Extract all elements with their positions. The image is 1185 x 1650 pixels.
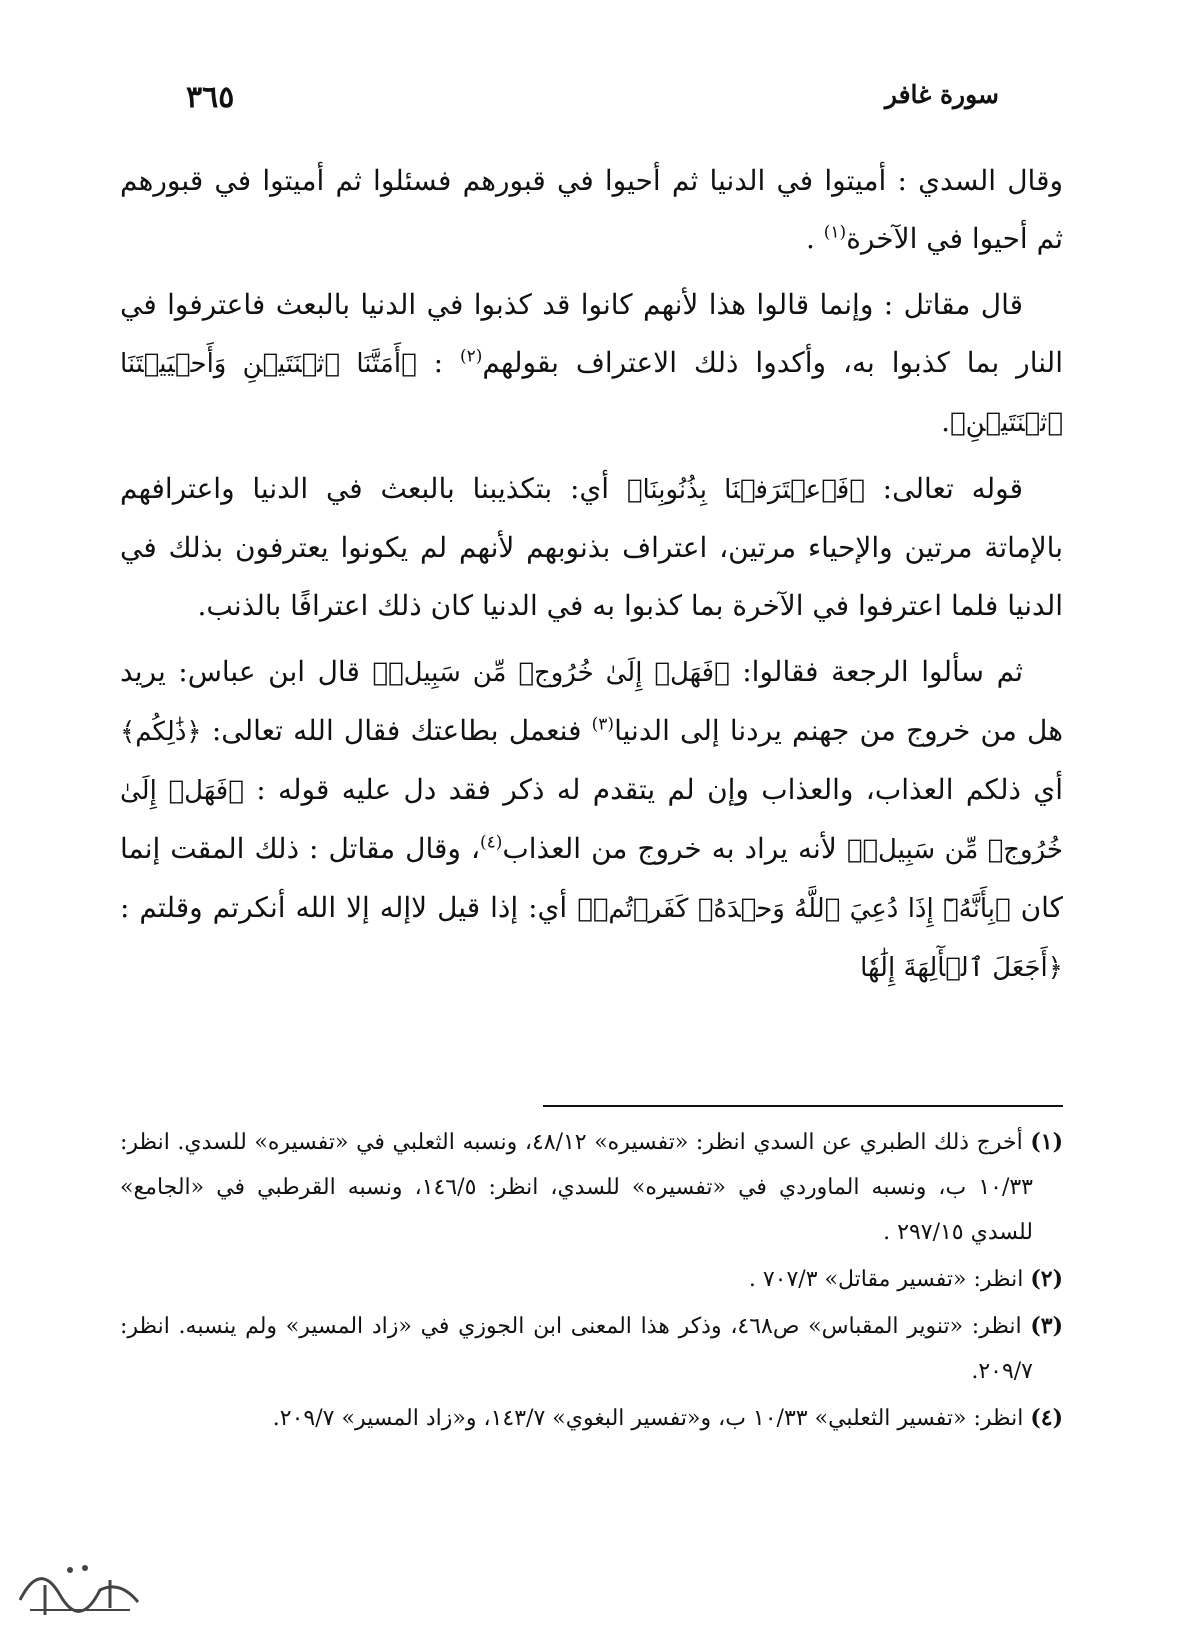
text-run: . (941, 405, 951, 438)
paragraph (120, 276, 1063, 452)
text-run: وقال السدي : أميتوا في الدنيا ثم أحيوا في قبورهم فسئلوا ثم أميتوا في قبورهم ثم أحيوا في الآخرة (120, 164, 1063, 255)
page-header (186, 80, 999, 130)
footnote-number: (٣) (1030, 1313, 1063, 1339)
footnote-number: (١) (1030, 1129, 1063, 1155)
quran-quote: ﴿أَمَتَّنَا ٱثۡنَتَيۡنِ وَأَحۡيَيۡتَنَا ٱثۡنَتَيۡنِ﴾ (120, 349, 1063, 438)
footnotes (120, 1120, 1063, 1443)
footnote-ref: (٢) (459, 346, 483, 367)
footnote (120, 1396, 1063, 1441)
text-run: أي: بتكذيبنا بالبعث في الدنيا واعترافهم بالإماتة مرتين والإحياء مرتين، اعتراف بذنوبهم لأنهم لم يكونوا يعترفون بذلك في الدنيا فلما اعترفوا في الآخرة بما كذبوا به في الدنيا كان ذلك اعترافًا بالذنب. (120, 472, 1063, 622)
text-run: ثم سألوا الرجعة فقالوا: (729, 655, 1023, 688)
footnote-text: انظر: «تنوير المقباس» ص٤٦٨، وذكر هذا المعنى ابن الجوزي في «زاد المسير» ولم ينسبه. انظر: ٢٠٩/٧. (120, 1314, 1033, 1384)
text-run: لأنه يراد به خروج من العذاب (502, 832, 847, 865)
text-run: ، وقال مقاتل : ذلك المقت إنما كان (120, 832, 1063, 924)
main-text (120, 152, 1063, 1005)
footnote-number: (٢) (1030, 1266, 1063, 1292)
footnote-text: انظر: «تفسير الثعلبي» ١٠/٣٣ ب، و«تفسير البغوي» ١٤٣/٧، و«زاد المسير» ٢٠٩/٧. (272, 1406, 1031, 1431)
footnote-number: (٤) (1030, 1405, 1063, 1431)
text-run: : (416, 346, 460, 379)
quran-quote: ﴿فَٱعۡتَرَفۡنَا بِذُنُوبِنَا﴾ (626, 475, 865, 505)
text-run: أي: إذا قيل لاإله إلا الله أنكرتم وقلتم : (120, 891, 578, 924)
quran-quote: ﴿ذَٰلِكُم﴾ (120, 717, 202, 747)
footnote-text: أخرج ذلك الطبري عن السدي انظر: «تفسيره» ٤٨/١٢، ونسبه الثعلبي في «تفسيره» للسدي. انظر: ١٠/٣٣ ب، ونسبه الماوردي في «تفسيره» للسدي، انظر: ١٤٦/٥، ونسبه القرطبي في «الجامع» للسدي ٢٩٧/١٥ . (120, 1130, 1033, 1245)
text-run: قال ابن عباس: يريد هل من خروج من جهنم يردنا إلى الدنيا (120, 655, 1064, 747)
quran-quote: ﴿بِأَنَّهُۥٓ إِذَا دُعِيَ ٱللَّهُ وَحۡدَهُۥ كَفَرۡتُمۡ﴾ (577, 894, 1011, 924)
paragraph (120, 643, 1063, 997)
text-run: أي ذلكم العذاب، والعذاب وإن لم يتقدم له ذكر فقد دل عليه قوله : (243, 773, 1063, 806)
footnote (120, 1304, 1063, 1394)
footnote (120, 1257, 1063, 1302)
text-run: فنعمل بطاعتك فقال الله تعالى: (201, 714, 592, 747)
footnote-text: انظر: «تفسير مقاتل» ٧٠٧/٣ . (748, 1267, 1031, 1292)
footnote-ref: (٤) (480, 832, 503, 853)
text-run: . (805, 222, 824, 255)
paragraph (120, 460, 1063, 635)
page-number: ٣٦٥ (186, 80, 235, 115)
quran-quote: ﴿فَهَلۡ إِلَىٰ خُرُوجٖ مِّن سَبِيلٖ﴾ (372, 658, 730, 688)
paragraph (120, 152, 1063, 268)
surah-title: سورة غافر (884, 80, 999, 109)
publisher-logo (10, 1540, 150, 1630)
text-run: قوله تعالى: (864, 472, 1023, 505)
footnote-ref: (١) (823, 222, 847, 243)
footnote-ref: (٣) (591, 714, 615, 735)
quran-quote: ﴿أَجَعَلَ ٱلۡأٓلِهَةَ إِلَٰهٗا (860, 953, 1063, 983)
quran-quote: ﴿فَهَلۡ إِلَىٰ خُرُوجٖ مِّن سَبِيلٖ﴾ (120, 776, 1064, 865)
text-run: قال مقاتل : وإنما قالوا هذا لأنهم كانوا قد كذبوا في الدنيا بالبعث فاعترفوا في النار بما كذبوا به، وأكدوا ذلك الاعتراف بقولهم (120, 288, 1063, 379)
footnote (120, 1120, 1063, 1255)
footnote-divider (543, 1105, 1063, 1107)
